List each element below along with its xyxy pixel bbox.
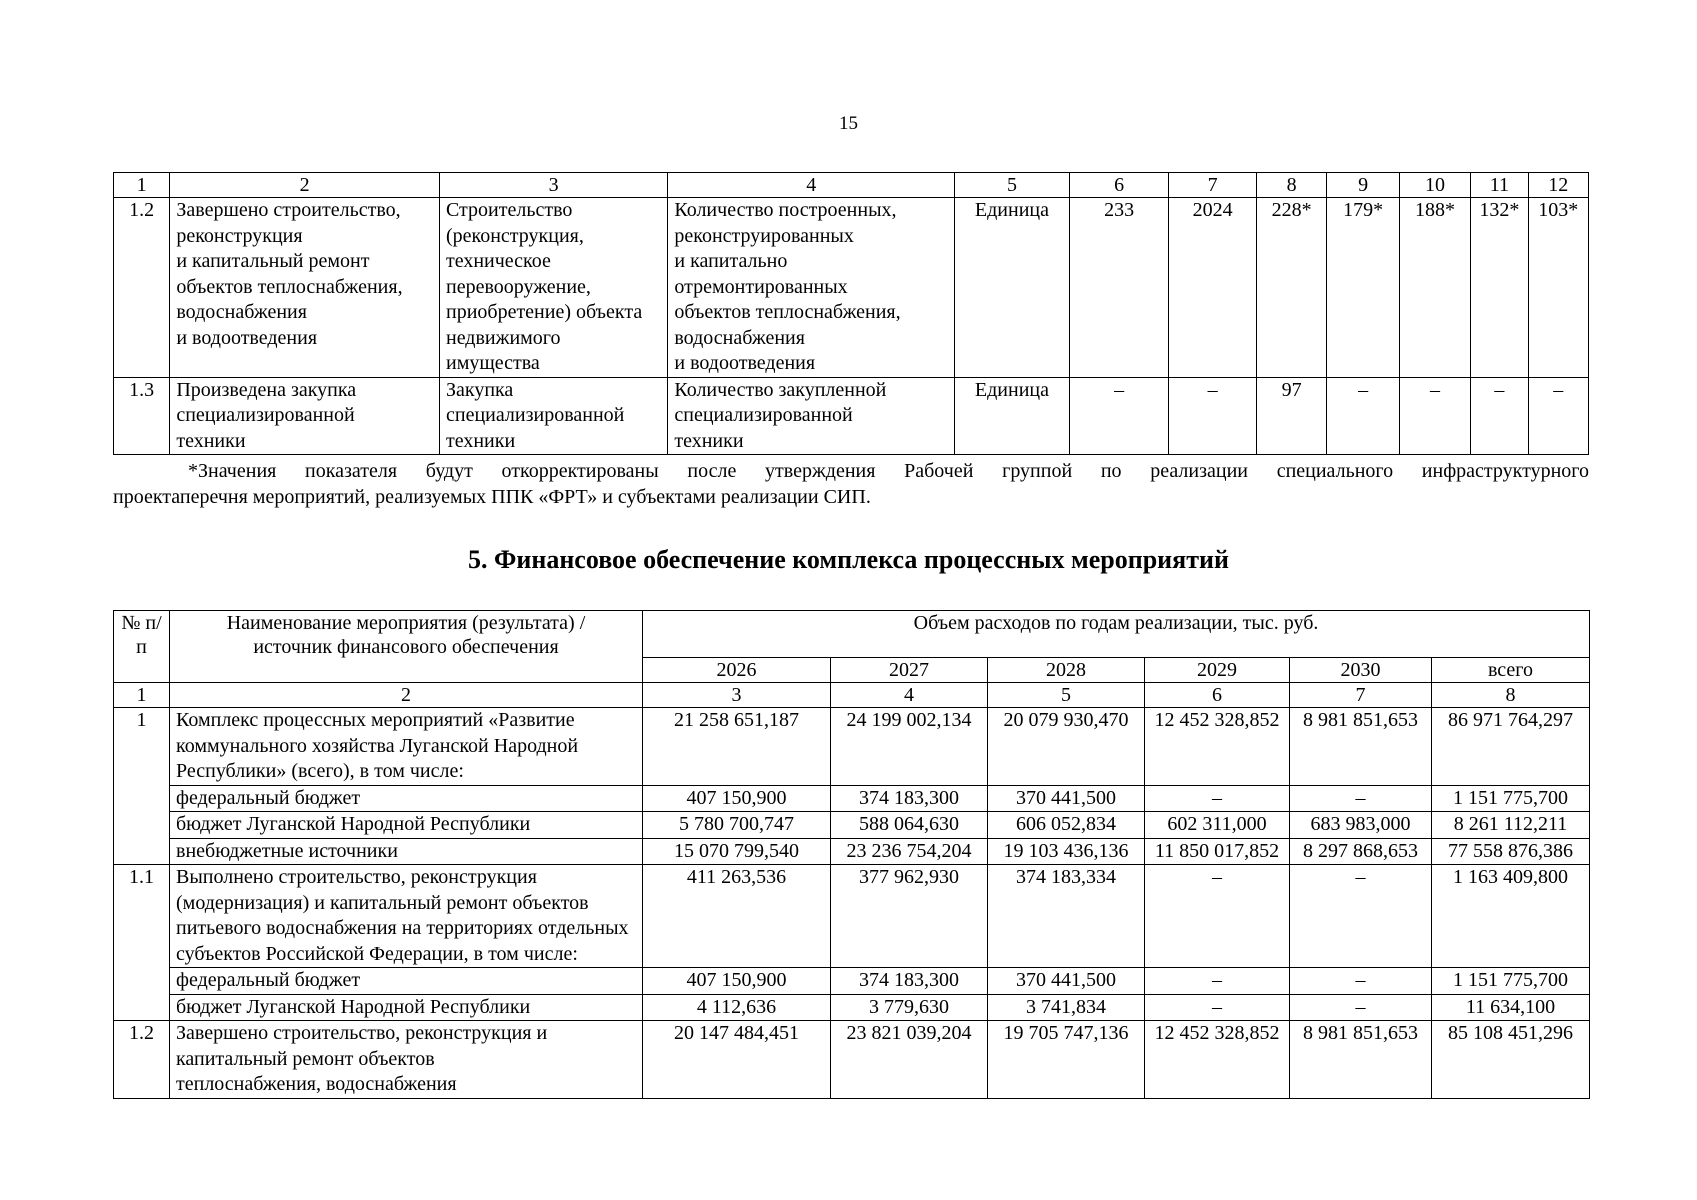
col-number: 3 — [643, 683, 831, 708]
row-number: 1.1 — [114, 865, 170, 1021]
value-cell: 8 981 851,653 — [1290, 708, 1432, 786]
value-cell: 411 263,536 — [643, 865, 831, 968]
table-row — [114, 968, 1590, 995]
text-line: водоснабжения — [674, 326, 805, 349]
source-name: бюджет Луганской Народной Республики — [170, 812, 643, 839]
text-line: имущества — [445, 352, 540, 374]
text-line: и водоотведения — [674, 352, 816, 374]
indicator-cell — [668, 377, 955, 455]
indicators-table — [113, 172, 1589, 455]
col-number: 6 — [1145, 683, 1290, 708]
value-cell: 370 441,500 — [988, 968, 1145, 995]
text-line: отремонтированных — [674, 275, 848, 298]
text-line: Количество построенных, — [674, 199, 897, 221]
text-line: и капитальный ремонт — [176, 250, 370, 272]
value-cell: 86 971 764,297 — [1432, 708, 1590, 786]
value-cell: 20 147 484,451 — [643, 1021, 831, 1099]
value-cell: 1 151 775,700 — [1432, 968, 1590, 995]
value-cell: 370 441,500 — [988, 785, 1145, 812]
text-line: техники — [674, 429, 744, 452]
value-cell: 4 112,636 — [643, 994, 831, 1021]
page-number: 15 — [839, 113, 858, 134]
table-row — [114, 865, 1590, 968]
measure-name: Комплекс процессных мероприятий «Развитие коммунального хозяйства Луганской Народной Республики» (всего), в том числе: — [170, 708, 643, 786]
unit-cell: Единица — [955, 198, 1070, 378]
text-line: техники — [176, 429, 246, 452]
footnote-line: проектаперечня мероприятий, реализуемых ППК «ФРТ» и субъектами реализации СИП. — [113, 486, 871, 508]
value-cell: 1 163 409,800 — [1432, 865, 1590, 968]
value-cell: 19 103 436,136 — [988, 838, 1145, 865]
col-number: 2 — [170, 173, 440, 198]
text-line: Количество закупленной — [674, 378, 887, 401]
column-number-row — [114, 683, 1590, 708]
text-line: водоснабжения — [176, 301, 307, 323]
text-line: реконструкция — [176, 224, 303, 247]
value-cell: – — [1169, 377, 1257, 455]
col-number: 1 — [114, 173, 170, 198]
col-number: 12 — [1528, 173, 1588, 198]
section-title: 5. Финансовое обеспечение комплекса процессных мероприятий — [468, 545, 1229, 574]
value-cell: 23 236 754,204 — [831, 838, 988, 865]
value-cell: 85 108 451,296 — [1432, 1021, 1590, 1099]
result-type-cell — [439, 377, 667, 455]
value-cell: 377 962,930 — [831, 865, 988, 968]
value-cell: 11 634,100 — [1432, 994, 1590, 1021]
text-line: реконструированных — [674, 224, 854, 247]
header-year: 2028 — [988, 658, 1145, 683]
value-cell: 8 261 112,211 — [1432, 812, 1590, 839]
value-cell: 407 150,900 — [643, 785, 831, 812]
value-cell: 3 779,630 — [831, 994, 988, 1021]
value-cell: 132* — [1471, 198, 1528, 378]
source-name: бюджет Луганской Народной Республики — [170, 994, 643, 1021]
value-cell: 374 183,334 — [988, 865, 1145, 968]
text-line: недвижимого — [445, 326, 561, 349]
financing-table — [113, 610, 1590, 1099]
value-cell: 2024 — [1169, 198, 1257, 378]
value-cell: 8 981 851,653 — [1290, 1021, 1432, 1099]
col-number: 5 — [955, 173, 1070, 198]
header-year: 2027 — [831, 658, 988, 683]
value-cell: 19 705 747,136 — [988, 1021, 1145, 1099]
col-number: 8 — [1432, 683, 1590, 708]
value-cell: – — [1290, 968, 1432, 995]
table-row — [114, 198, 1589, 378]
value-cell: 24 199 002,134 — [831, 708, 988, 786]
text-line: объектов теплоснабжения, — [176, 275, 403, 298]
row-number: 1.3 — [114, 377, 170, 455]
value-cell: – — [1290, 865, 1432, 968]
col-number: 1 — [114, 683, 170, 708]
table-row — [114, 812, 1590, 839]
table-row — [114, 1021, 1590, 1099]
indicator-cell — [668, 198, 955, 378]
value-cell: 374 183,300 — [831, 968, 988, 995]
value-cell: – — [1145, 994, 1290, 1021]
source-name: федеральный бюджет — [170, 968, 643, 995]
text-line: объектов теплоснабжения, — [674, 301, 901, 323]
text-line: и капитально — [674, 250, 788, 272]
text-line: (реконструкция, — [445, 224, 584, 247]
text-line: Произведена закупка — [176, 378, 357, 401]
value-cell: 228* — [1256, 198, 1326, 378]
text-line: Закупка — [445, 378, 514, 401]
value-cell: 606 052,834 — [988, 812, 1145, 839]
source-name: федеральный бюджет — [170, 785, 643, 812]
value-cell: – — [1290, 785, 1432, 812]
value-cell: 12 452 328,852 — [1145, 708, 1290, 786]
col-number: 4 — [831, 683, 988, 708]
result-name-cell — [170, 198, 440, 378]
header-volume: Объем расходов по годам реализации, тыс. руб. — [643, 611, 1590, 658]
col-number: 9 — [1327, 173, 1399, 198]
col-number: 4 — [668, 173, 955, 198]
table-row — [114, 785, 1590, 812]
table-row — [114, 994, 1590, 1021]
value-cell: – — [1471, 377, 1528, 455]
text-line: и водоотведения — [176, 326, 318, 349]
header-total: всего — [1432, 658, 1590, 683]
value-cell: 97 — [1256, 377, 1326, 455]
value-cell: 233 — [1069, 198, 1169, 378]
value-cell: 103* — [1528, 198, 1588, 378]
table-row — [114, 377, 1589, 455]
col-number: 7 — [1169, 173, 1257, 198]
value-cell: 23 821 039,204 — [831, 1021, 988, 1099]
result-type-cell — [439, 198, 667, 378]
value-cell: 15 070 799,540 — [643, 838, 831, 865]
value-cell: – — [1528, 377, 1588, 455]
col-number: 2 — [170, 683, 643, 708]
text-line: приобретение) объекта — [445, 301, 643, 323]
row-number: 1 — [114, 708, 170, 865]
value-cell: 20 079 930,470 — [988, 708, 1145, 786]
col-number: 10 — [1399, 173, 1470, 198]
text-line: техническое — [445, 250, 551, 272]
value-cell: – — [1145, 865, 1290, 968]
col-number: 5 — [988, 683, 1145, 708]
value-cell: 374 183,300 — [831, 785, 988, 812]
column-number-row — [114, 173, 1589, 198]
table-row — [114, 708, 1590, 786]
footnote — [113, 458, 1589, 510]
value-cell: – — [1145, 785, 1290, 812]
row-number: 1.2 — [114, 198, 170, 378]
value-cell: – — [1290, 994, 1432, 1021]
value-cell: 21 258 651,187 — [643, 708, 831, 786]
header-name: Наименование мероприятия (результата) / источник финансового обеспечения — [170, 611, 643, 683]
value-cell: 11 850 017,852 — [1145, 838, 1290, 865]
measure-name: Выполнено строительство, реконструкция (модернизация) и капитальный ремонт объектов питьевого водоснабжения на территориях отдельных субъектов Российской Федерации, в том числе: — [170, 865, 643, 968]
unit-cell: Единица — [955, 377, 1070, 455]
value-cell: 8 297 868,653 — [1290, 838, 1432, 865]
col-number: 11 — [1471, 173, 1528, 198]
col-number: 7 — [1290, 683, 1432, 708]
measure-name: Завершено строительство, реконструкция и капитальный ремонт объектов теплоснабжения, водоснабжения — [170, 1021, 643, 1099]
result-name-cell — [170, 377, 440, 455]
value-cell: 12 452 328,852 — [1145, 1021, 1290, 1099]
header-year: 2026 — [643, 658, 831, 683]
col-number: 8 — [1256, 173, 1326, 198]
header-number: № п/п — [114, 611, 170, 683]
value-cell: 588 064,630 — [831, 812, 988, 839]
header-row — [114, 611, 1590, 658]
header-year: 2030 — [1290, 658, 1432, 683]
text-line: перевооружение, — [445, 275, 591, 298]
value-cell: 407 150,900 — [643, 968, 831, 995]
value-cell: 77 558 876,386 — [1432, 838, 1590, 865]
value-cell: – — [1399, 377, 1470, 455]
value-cell: 602 311,000 — [1145, 812, 1290, 839]
text-line: специализированной — [674, 404, 853, 426]
value-cell: – — [1069, 377, 1169, 455]
value-cell: 188* — [1399, 198, 1470, 378]
table-row — [114, 838, 1590, 865]
value-cell: 3 741,834 — [988, 994, 1145, 1021]
value-cell: 683 983,000 — [1290, 812, 1432, 839]
value-cell: 5 780 700,747 — [643, 812, 831, 839]
value-cell: – — [1327, 377, 1399, 455]
text-line: специализированной — [176, 404, 355, 426]
col-number: 6 — [1069, 173, 1169, 198]
value-cell: – — [1145, 968, 1290, 995]
text-line: Завершено строительство, — [176, 199, 401, 221]
header-year: 2029 — [1145, 658, 1290, 683]
source-name: внебюджетные источники — [170, 838, 643, 865]
footnote-line: *Значения показателя будут откорректированы после утверждения Рабочей группой по реализации специального инфраструктурного — [188, 460, 1589, 482]
text-line: Строительство — [445, 199, 573, 221]
value-cell: 179* — [1327, 198, 1399, 378]
value-cell: 1 151 775,700 — [1432, 785, 1590, 812]
text-line: техники — [445, 429, 516, 452]
text-line: специализированной — [445, 404, 625, 426]
col-number: 3 — [439, 173, 667, 198]
row-number: 1.2 — [114, 1021, 170, 1099]
